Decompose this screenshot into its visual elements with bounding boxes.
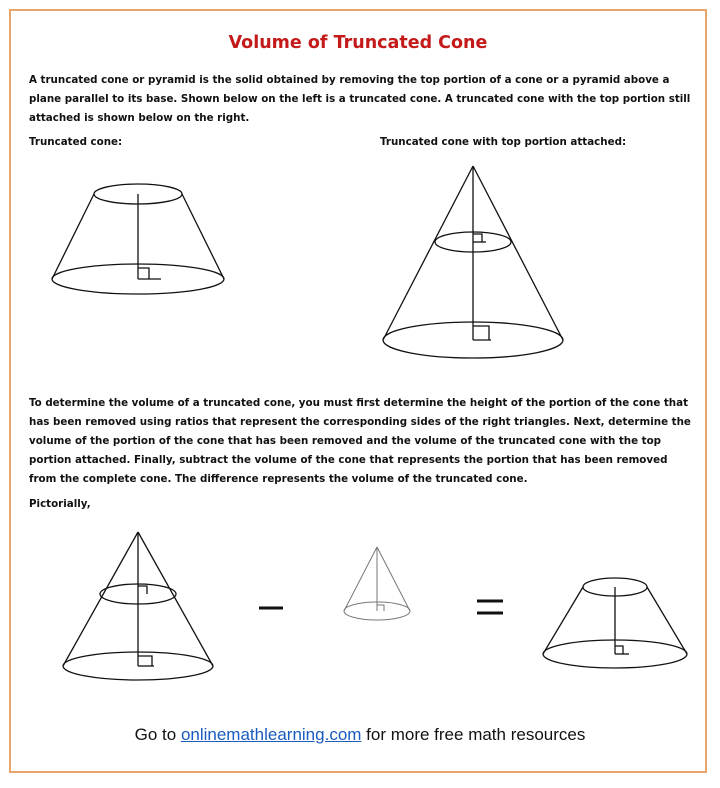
truncated-cone-figure (52, 184, 224, 294)
bottom-truncated-cone (543, 578, 687, 668)
explanation-paragraph: To determine the volume of a truncated cone, you must first determine the height of the portion of the cone that has been removed using ratios that represent the corresponding sides of the right triangles. Next, determine the volume of the portion of the cone that has been removed and the volume of the truncated cone with the top portion attached. Finally, subtract the volume of the cone that represents the portion that has been removed from the complete cone. The difference represents the volume of the truncated cone. (29, 397, 691, 485)
label-truncated-cone: Truncated cone: (29, 136, 123, 148)
label-cone-with-top: Truncated cone with top portion attached: (380, 136, 627, 148)
intro-paragraph: A truncated cone or pyramid is the solid obtained by removing the top portion of a cone or a pyramid above a plane parallel to its base. Shown below on the left is a truncated cone. A truncated cone with the top portion still attached is shown below on the right. (29, 74, 691, 124)
bottom-full-cone (63, 532, 213, 680)
pictorially-label: Pictorially, (29, 498, 91, 510)
site-link[interactable]: onlinemathlearning.com (180, 725, 362, 744)
page-title: Volume of Truncated Cone (228, 33, 488, 53)
content-frame (9, 9, 707, 773)
full-cone-figure (383, 166, 563, 358)
bottom-removed-cone (344, 547, 410, 620)
footer-suffix: for more free math resources (361, 725, 586, 744)
footer (0, 725, 720, 745)
figures (11, 11, 709, 711)
footer-prefix: Go to (134, 725, 181, 744)
